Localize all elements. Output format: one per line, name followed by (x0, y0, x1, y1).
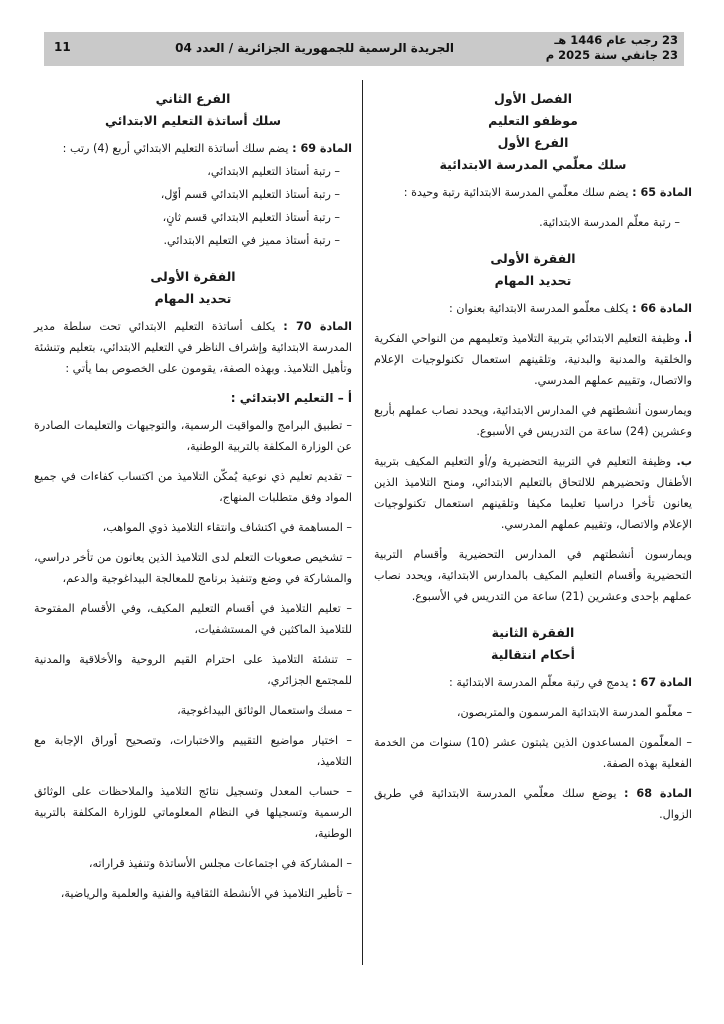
article-65-item: – رتبة معلّم المدرسة الابتدائية. (539, 216, 680, 229)
duty-item: – تنشئة التلاميذ على احترام القيم الروحية والأخلاقية والمدنية للمجتمع الجزائري، (34, 653, 352, 687)
article-69-item: – رتبة أستاذ التعليم الابتدائي قسم ثانٍ، (162, 211, 340, 224)
duty-item: – تشخيص صعوبات التعلم لدى التلاميذ الذين يعانون من تأخر دراسي، والمشاركة في وضع وتنفيذ برنامج للمعالجة البيداغوجية والدعم، (34, 551, 352, 585)
article-65 (374, 182, 692, 203)
article-68 (374, 783, 692, 825)
duty-item: – تطبيق البرامج والمواقيت الرسمية، والتوجيهات والتعليمات الصادرة عن الوزارة المكلفة بالتربية الوطنية، (34, 419, 352, 453)
branch-title: سلك معلّمي المدرسة الابتدائية (439, 157, 627, 172)
duty-item: – حساب المعدل وتسجيل نتائج التلاميذ والملاحظات على الوثائق الرسمية وتسجيلها في النظام المعلوماتي للوزارة المكلفة بالتربية الوطنية، (34, 785, 352, 840)
header-dates (546, 33, 678, 63)
article-70-text: يكلف أساتذة التعليم الابتدائي تحت سلطة مدير المدرسة الابتدائية وإشراف الناظر في التعليم الابتدائي، بتعليم وتنشئة وتأهيل التلاميذ. وبهذه الصفة، يقومون على الخصوص بما يأتي : (34, 320, 352, 375)
page-number: 11 (54, 40, 71, 54)
article-66-label: المادة 66 : (632, 302, 692, 315)
article-69-item: – رتبة أستاذ التعليم الابتدائي قسم أوّل، (160, 188, 340, 201)
article-67-label: المادة 67 : (632, 676, 692, 689)
article-68-label: المادة 68 : (624, 787, 692, 800)
subheading-primary-education: أ – التعليم الابتدائي : (230, 391, 352, 405)
article-70-label: المادة 70 : (283, 320, 353, 333)
article-69-item: – رتبة أستاذ التعليم الابتدائي، (207, 165, 340, 178)
duty-item: – تأطير التلاميذ في الأنشطة الثقافية والفنية والعلمية والرياضية، (60, 887, 352, 900)
duty-item: – المشاركة في اجتماعات مجلس الأساتذة وتنفيذ قراراته، (88, 857, 352, 870)
page-header (44, 32, 684, 66)
article-69-text: يضم سلك أساتذة التعليم الابتدائي أربع (4) رتب : (62, 142, 289, 155)
article-69-item: – رتبة أستاذ مميز في التعليم الابتدائي. (163, 234, 340, 247)
article-66-a-text: وظيفة التعليم الابتدائي بتربية التلاميذ وتعليمهم من النواحي الفكرية والخلقية والمدنية والبدنية، وتلقينهم استعمال تكنولوجيات الإعلام والاتصال، وتقييم عملهم المدرسي. (374, 332, 692, 387)
right-column (374, 88, 692, 834)
article-66 (374, 298, 692, 319)
section-2-title: أحكام انتقالية (491, 647, 575, 662)
article-67-item-1: – معلّمو المدرسة الابتدائية المرسمون والمتربصون، (456, 706, 692, 719)
article-67-text: يدمج في رتبة معلّم المدرسة الابتدائية : (449, 676, 629, 689)
article-66-b-text: وظيفة التعليم في التربية التحضيرية و/أو التعليم المكيف بتربية الأطفال وتحضيرهم للالتحاق بالتعليم الابتدائي، ومنح التلاميذ الذين يعانون تأخرا دراسيا تعليما مكيفا وتلقينهم استعمال تكنولوجيات الإعلام والاتصال، وتقييم عملهم المدرسي. (374, 455, 692, 531)
branch-heading: الفرع الأول (497, 135, 569, 150)
gazette-title: الجريدة الرسمية للجمهورية الجزائرية / العدد 04 (175, 41, 454, 55)
article-66-b-hours: ويمارسون أنشطتهم في المدارس التحضيرية وأقسام التربية التحضيرية وأقسام التعليم المكيف بالمدارس الابتدائية، ويحدد نصاب عملهم بإحدى وعشرين (21) ساعة من التدريس في الأسبوع. (374, 548, 692, 603)
article-65-label: المادة 65 : (632, 186, 692, 199)
date-hijri: 23 رجب عام 1446 هـ (554, 33, 678, 47)
branch-2-heading: الفرع الثاني (155, 91, 231, 106)
article-69-label: المادة 69 : (292, 142, 352, 155)
section-1-heading: الفقرة الأولى (490, 251, 576, 266)
duty-item: – مسك واستعمال الوثائق البيداغوجية، (177, 704, 352, 717)
article-65-text: يضم سلك معلّمي المدرسة الابتدائية رتبة وحيدة : (403, 186, 629, 199)
section-1b-heading: الفقرة الأولى (150, 269, 236, 284)
article-66-a-label: أ. (683, 332, 692, 345)
article-70 (34, 316, 352, 379)
column-divider (362, 80, 363, 965)
article-66-text: يكلف معلّمو المدرسة الابتدائية بعنوان : (448, 302, 629, 315)
duty-item: – اختيار مواضيع التقييم والاختبارات، وتصحيح أوراق الإجابة مع التلاميذ، (34, 734, 352, 768)
article-69 (34, 138, 352, 159)
article-66-b-label: ب. (676, 455, 692, 468)
article-68-text: يوضع سلك معلّمي المدرسة الابتدائية في طريق الزوال. (374, 787, 692, 821)
duty-item: – تعليم التلاميذ في أقسام التعليم المكيف، وفي الأقسام المفتوحة للتلاميذ الماكثين في المستشفيات، (34, 602, 352, 636)
article-66-a (374, 328, 692, 391)
left-column (34, 88, 352, 913)
article-67 (374, 672, 692, 693)
date-gregorian: 23 جانفي سنة 2025 م (545, 48, 678, 62)
article-66-b (374, 451, 692, 535)
section-1b-title: تحديد المهام (154, 291, 232, 306)
chapter-title: موظفو التعليم (488, 113, 578, 128)
duty-item: – المساهمة في اكتشاف وانتقاء التلاميذ ذوي المواهب، (102, 521, 352, 534)
article-66-a-hours: ويمارسون أنشطتهم في المدارس الابتدائية، ويحدد نصاب عملهم بأربع وعشرين (24) ساعة من التدريس في الأسبوع. (374, 404, 692, 438)
article-67-item-2: – المعلّمون المساعدون الذين يثبتون عشر (10) سنوات من الخدمة الفعلية بهذه الصفة. (374, 736, 692, 770)
chapter-heading: الفصل الأول (493, 91, 572, 106)
branch-2-title: سلك أساتذة التعليم الابتدائي (104, 113, 282, 128)
duty-item: – تقديم تعليم ذي نوعية يُمكّن التلاميذ من اكتساب كفاءات في جميع المواد وفق متطلبات المنهاج، (34, 470, 352, 504)
section-1-title: تحديد المهام (494, 273, 572, 288)
section-2-heading: الفقرة الثانية (491, 625, 575, 640)
